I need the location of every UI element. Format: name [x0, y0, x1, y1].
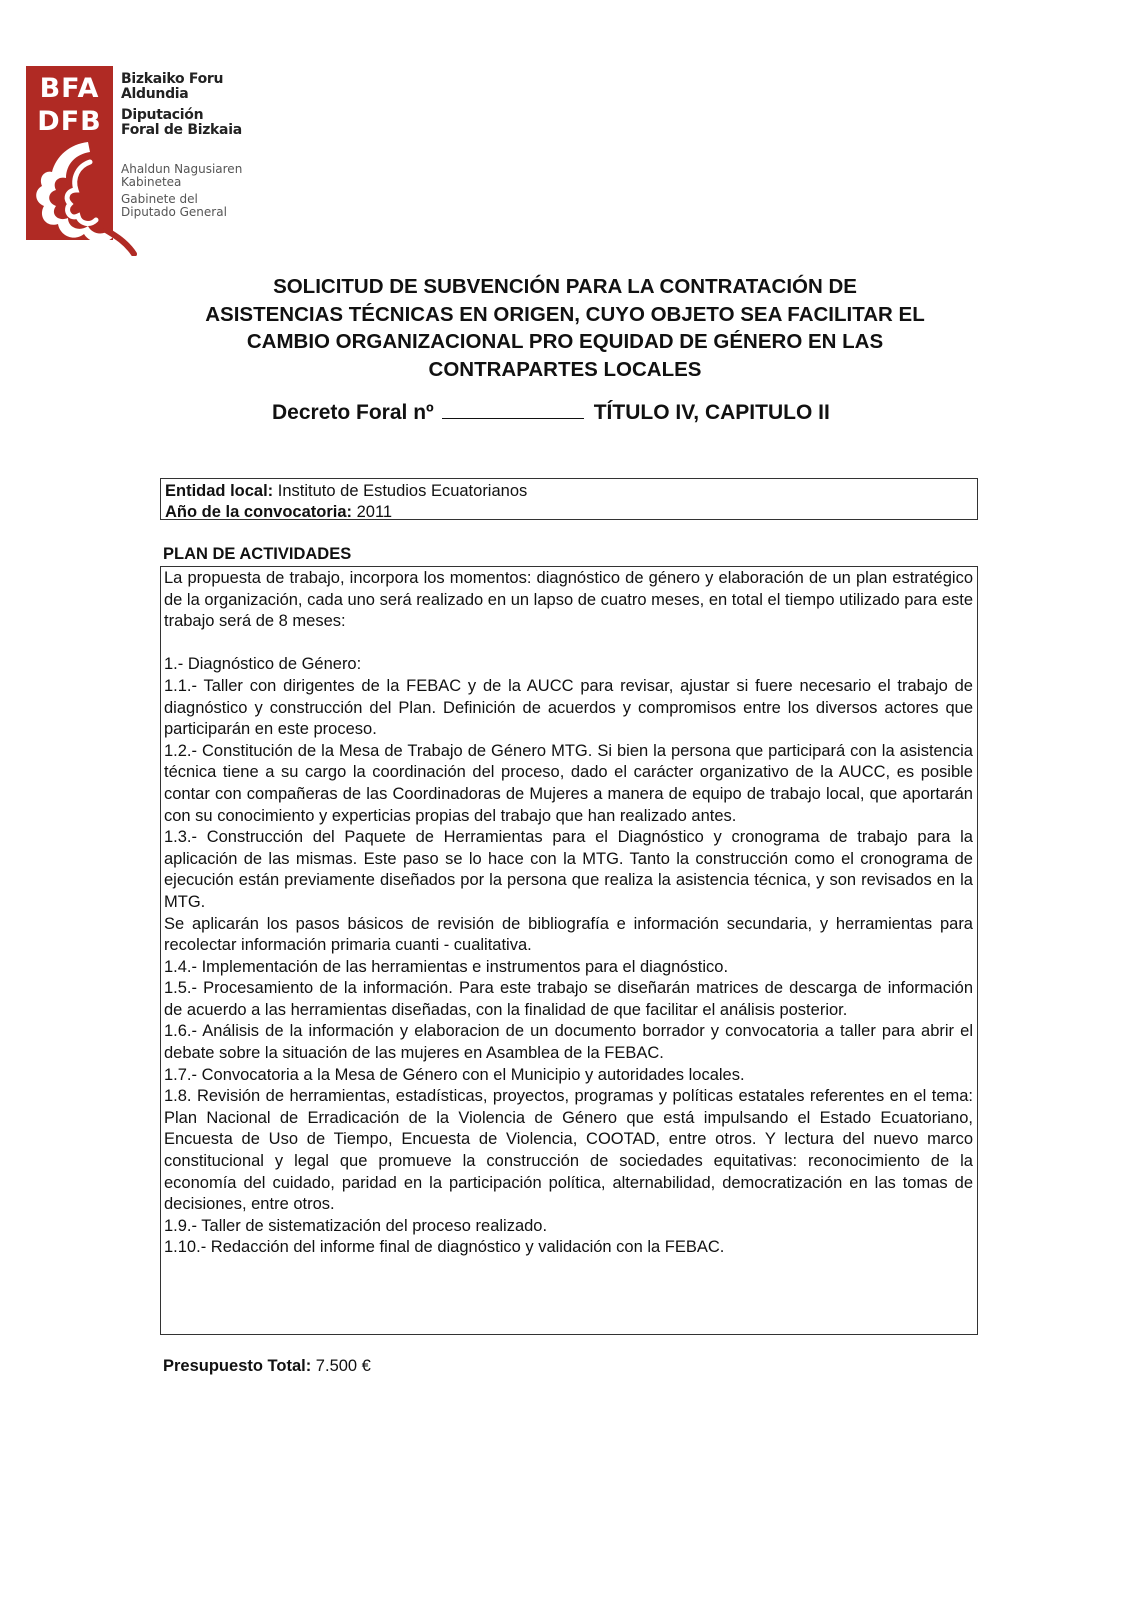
plan-item-1-4: 1.4.- Implementación de las herramientas e instrumentos para el diagnóstico. [164, 957, 729, 976]
logo-acronym-dfb: DFB [37, 106, 102, 137]
plan-item-1-6: 1.6.- Análisis de la información y elaboracion de un documento borrador y convocatoria a taller para abrir el debate sobre la situación de las mujeres en Asamblea de la FEBAC. [164, 1022, 973, 1063]
logo-name-eu-1: Bizkaiko Foru [121, 71, 224, 87]
logo-office-es-1: Gabinete del [121, 192, 198, 206]
title-line-3: CAMBIO ORGANIZACIONAL PRO EQUIDAD DE GÉNERO EN LAS [246, 330, 884, 353]
decree-label: Decreto Foral nº [272, 401, 434, 424]
decree-number-blank [442, 400, 584, 419]
title-line-2: ASISTENCIAS TÉCNICAS EN ORIGEN, CUYO OBJETO SEA FACILITAR EL [205, 302, 925, 326]
decree-section: TÍTULO IV, CAPITULO II [593, 401, 830, 424]
logo-text [121, 72, 242, 219]
entity-info-box [160, 478, 978, 520]
budget-label: Presupuesto Total: [163, 1357, 312, 1375]
bfa-dfb-logo [26, 66, 266, 256]
year-row [165, 502, 973, 523]
plan-item-1-3b: Se aplicarán los pasos básicos de revisión de bibliografía e información secundaria, y herramientas para recolectar información primaria cuanti - cualitativa. [164, 914, 973, 955]
logo-office-es-2: Diputado General [121, 205, 227, 219]
logo-office-eu-1: Ahaldun Nagusiaren [121, 162, 243, 176]
plan-heading: PLAN DE ACTIVIDADES [163, 545, 352, 563]
title-line-1: SOLICITUD DE SUBVENCIÓN PARA LA CONTRATACIÓN DE [273, 275, 857, 298]
logo-name-es-2: Foral de Bizkaia [121, 122, 242, 138]
logo-acronym [26, 72, 113, 138]
plan-item-1-8: 1.8. Revisión de herramientas, estadísticas, proyectos, programas y políticas estatales referentes en el tema: Plan Nacional de Erradicación de la Violencia de Género que está impulsando el Estado Ecuatoriano, Encuesta de Uso de Tiempo, Encuesta de Violencia, COOTAD, entre otros. Y lectura del nuevo marco constitucional y legal que promueve la construcción de sociedades equitativas: reconocimiento de la economía del cuidado, paridad en la participación política, alternabilidad, democratización en las tomas de decisiones, entre otros. [164, 1087, 973, 1214]
document-title [140, 273, 990, 383]
entity-label: Entidad local: [165, 482, 274, 500]
spacer [164, 633, 973, 655]
budget-value: 7.500 € [311, 1357, 371, 1375]
entity-row [165, 481, 973, 502]
plan-item-1-5: 1.5.- Procesamiento de la información. Para este trabajo se diseñarán matrices de descarga de información de acuerdo a las herramientas diseñadas, con la finalidad de que facilitar el análisis posterior. [164, 979, 973, 1019]
plan-item-1-10: 1.10.- Redacción del informe final de diagnóstico y validación con la FEBAC. [164, 1238, 725, 1257]
plan-item-1-7: 1.7.- Convocatoria a la Mesa de Género con el Municipio y autoridades locales. [164, 1065, 745, 1084]
plan-item-1-3: 1.3.- Construcción del Paquete de Herramientas para el Diagnóstico y cronograma de trabajo para la aplicación de las mismas. Este paso se lo hace con la MTG. Tanto la construcción como el cronograma de ejecución están previamente diseñados por la persona que realiza la asistencia técnica, y son revisados en la MTG. [164, 828, 973, 911]
logo-name-es-1: Diputación [121, 107, 204, 123]
logo-acronym-bfa: BFA [39, 73, 100, 104]
budget-line [163, 1357, 371, 1376]
year-label: Año de la convocatoria: [165, 503, 353, 521]
logo-name-eu-2: Aldundia [121, 86, 189, 102]
year-value: 2011 [352, 503, 393, 521]
decree-line [272, 400, 830, 425]
plan-item-1-1: 1.1.- Taller con dirigentes de la FEBAC y de la AUCC para revisar, ajustar si fuere necesario el trabajo de diagnóstico y construcción del Plan. Definición de acuerdos y compromisos entre los diversos actores que participarán en este proceso. [164, 676, 973, 739]
plan-box [160, 566, 978, 1335]
title-line-4: CONTRAPARTES LOCALES [428, 357, 702, 381]
entity-value: Instituto de Estudios Ecuatorianos [273, 482, 528, 500]
plan-intro: La propuesta de trabajo, incorpora los momentos: diagnóstico de género y elaboración de un plan estratégico de la organización, cada uno será realizado en un lapso de cuatro meses, en total el tiempo utilizado para este trabajo será de 8 meses: [164, 569, 974, 631]
plan-item-1-2: 1.2.- Constitución de la Mesa de Trabajo de Género MTG. Si bien la persona que participará con la asistencia técnica tiene a su cargo la coordinación del proceso, dado el carácter organizativo de la AUCC, es posible contar con compañeras de las Coordinadoras de Mujeres a manera de equipo de trabajo local, que aportarán con su conocimiento y experticias propias del trabajo que han realizado antes. [164, 741, 973, 825]
plan-item-1-9: 1.9.- Taller de sistematización del proceso realizado. [164, 1216, 548, 1235]
plan-item-1: 1.- Diagnóstico de Género: [164, 655, 362, 674]
logo-office-eu-2: Kabinetea [121, 175, 182, 189]
